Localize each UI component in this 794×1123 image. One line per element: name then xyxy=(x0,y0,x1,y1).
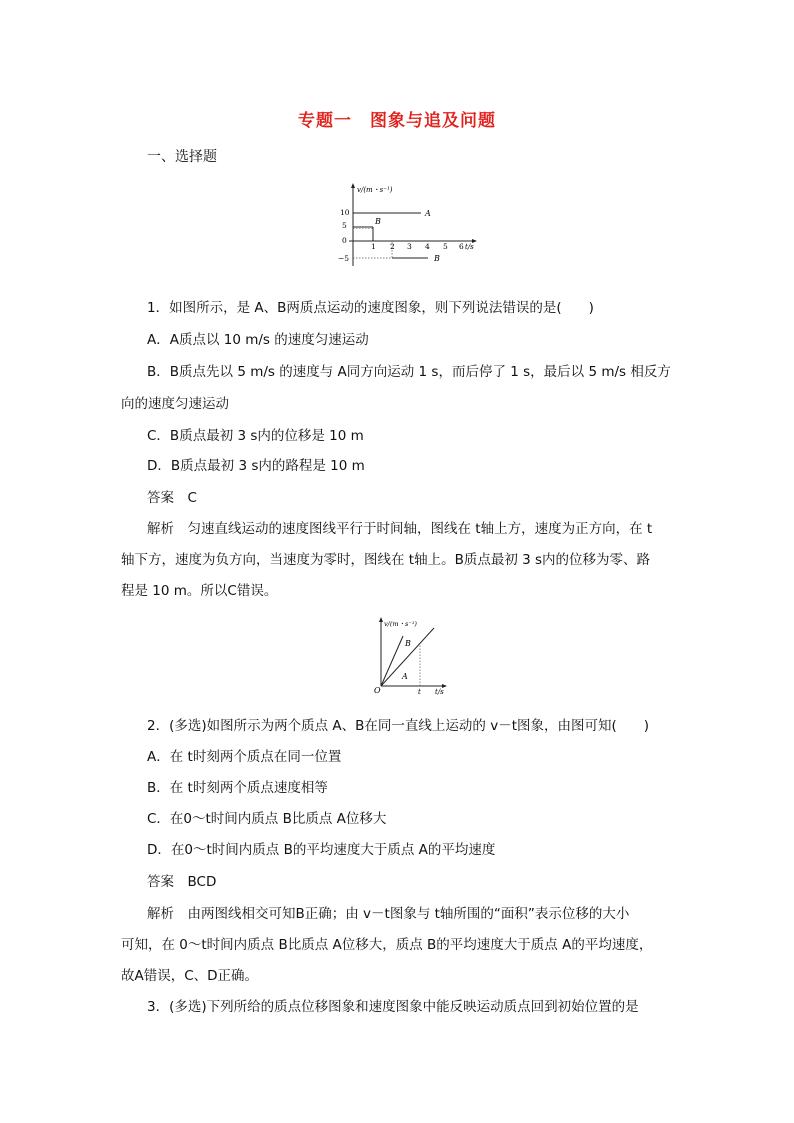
q1-option-b-line2: 向的速度匀速运动 xyxy=(121,396,229,412)
t-mark-label: t xyxy=(418,688,421,696)
q1-answer: 答案 C xyxy=(147,490,197,506)
figure-2-vt-graph xyxy=(371,616,451,700)
x-axis-label: t/s xyxy=(465,243,474,251)
x-tick-3: 3 xyxy=(407,242,412,251)
q2-analysis-line2: 可知，在 0～t时间内质点 B比质点 A位移大，质点 B的平均速度大于质点 A的平均速度， xyxy=(121,937,653,953)
q2-option-d: D．在0～t时间内质点 B的平均速度大于质点 A的平均速度 xyxy=(147,842,496,858)
x-axis-label: t/s xyxy=(435,688,444,696)
x-tick-5: 5 xyxy=(443,242,448,251)
q2-option-b: B．在 t时刻两个质点速度相等 xyxy=(147,780,328,796)
y-tick-10: 10 xyxy=(340,208,350,217)
q3-stem: 3．(多选)下列所给的质点位移图象和速度图象中能反映运动质点回到初始位置的是 xyxy=(147,999,639,1015)
line-B xyxy=(381,636,403,686)
x-tick-4: 4 xyxy=(425,242,430,251)
q1-analysis-line1: 解析 匀速直线运动的速度图线平行于时间轴，图线在 t轴上方，速度为正方向，在 t xyxy=(147,521,653,537)
figure-1-velocity-graph xyxy=(337,182,487,268)
label-A: A xyxy=(425,209,431,218)
q1-option-c: C．B质点最初 3 s内的位移是 10 m xyxy=(147,428,364,444)
q1-analysis-line2: 轴下方，速度为负方向，当速度为零时，图线在 t轴上。B质点最初 3 s内的位移为零、路 xyxy=(121,552,651,568)
q2-stem: 2．(多选)如图所示为两个质点 A、B在同一直线上运动的 v－t图象，由图可知( ) xyxy=(147,718,650,734)
q1-stem: 1．如图所示，是 A、B两质点运动的速度图象，则下列说法错误的是( ) xyxy=(147,300,594,316)
y-tick-0: 0 xyxy=(342,236,347,245)
x-tick-6: 6 xyxy=(459,242,464,251)
y-axis-arrow xyxy=(351,183,355,188)
y-axis-arrow xyxy=(379,617,383,622)
y-tick-5: 5 xyxy=(342,221,347,230)
q1-analysis-line3: 程是 10 m。所以C错误。 xyxy=(121,583,278,599)
label-A: A xyxy=(402,672,408,681)
q1-option-a: A．A质点以 10 m/s 的速度匀速运动 xyxy=(147,332,369,348)
y-axis-label: v/(m・s⁻¹) xyxy=(384,620,417,628)
label-B-top: B xyxy=(375,217,381,226)
label-B-bottom: B xyxy=(434,254,440,263)
page-title: 专题一 图象与追及问题 xyxy=(298,111,496,131)
x-tick-2: 2 xyxy=(390,242,395,251)
q1-option-d: D．B质点最初 3 s内的路程是 10 m xyxy=(147,458,365,474)
q2-option-c: C．在0～t时间内质点 B比质点 A位移大 xyxy=(147,811,387,827)
q2-analysis-line3: 故A错误，C、D正确。 xyxy=(121,968,259,984)
q2-analysis-line1: 解析 由两图线相交可知B正确；由 v－t图象与 t轴所围的“面积”表示位移的大小 xyxy=(147,906,630,922)
y-tick-neg5: −5 xyxy=(338,254,350,263)
section-heading: 一、选择题 xyxy=(147,149,217,165)
y-axis-label: v/(m・s⁻¹) xyxy=(357,186,393,194)
q2-option-a: A．在 t时刻两个质点在同一位置 xyxy=(147,749,342,765)
origin-label: O xyxy=(374,686,381,695)
x-tick-1: 1 xyxy=(371,242,376,251)
label-B: B xyxy=(405,639,411,648)
q2-answer: 答案 BCD xyxy=(147,874,217,890)
q1-option-b-line1: B．B质点先以 5 m/s 的速度与 A同方向运动 1 s，而后停了 1 s，最后以 5 m/s 相反方 xyxy=(147,364,671,380)
